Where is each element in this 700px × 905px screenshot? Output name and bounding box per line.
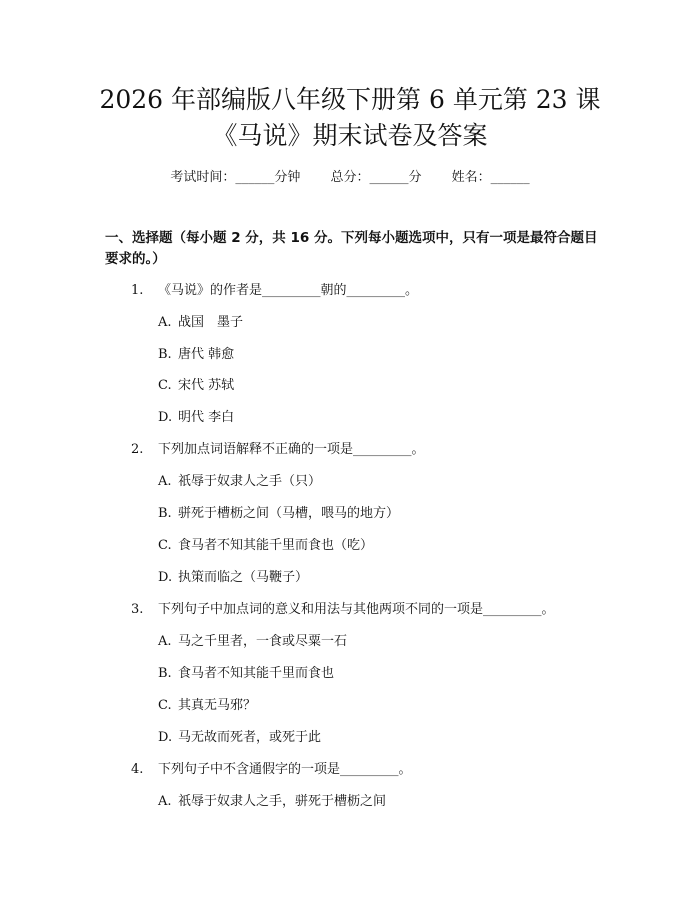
option-letter: C. bbox=[158, 538, 172, 553]
option-letter: D. bbox=[158, 410, 173, 425]
question-3 bbox=[131, 601, 555, 619]
option-text: 食马者不知其能千里而食也（吃） bbox=[178, 538, 374, 553]
option-letter: D. bbox=[158, 730, 173, 745]
option-text: 马无故而死者，或死于此 bbox=[178, 730, 322, 745]
question-3-option-a bbox=[158, 633, 347, 651]
question-number: 1. bbox=[131, 283, 144, 298]
exam-meta bbox=[40, 169, 660, 187]
option-letter: C. bbox=[158, 378, 172, 393]
option-letter: B. bbox=[158, 666, 172, 681]
option-text: 执策而临之（马鞭子） bbox=[178, 570, 309, 585]
option-letter: D. bbox=[158, 570, 173, 585]
question-2-option-b bbox=[158, 505, 399, 523]
exam-title-line-2: 《马说》期末试卷及答案 bbox=[212, 121, 488, 150]
option-text: 战国 墨子 bbox=[178, 315, 244, 330]
question-1-option-b bbox=[158, 346, 234, 364]
question-number: 2. bbox=[131, 442, 144, 457]
question-number: 3. bbox=[131, 602, 144, 617]
option-text: 马之千里者，一食或尽粟一石 bbox=[178, 634, 348, 649]
question-text: 《马说》的作者是_________朝的_________。 bbox=[158, 283, 419, 298]
student-name-field: 姓名：______ bbox=[451, 170, 530, 185]
question-2 bbox=[131, 441, 425, 459]
option-letter: C. bbox=[158, 698, 172, 713]
question-text: 下列加点词语解释不正确的一项是_________。 bbox=[158, 442, 425, 457]
question-1-option-c bbox=[158, 377, 234, 395]
question-4 bbox=[131, 761, 412, 779]
question-text: 下列句子中加点词的意义和用法与其他两项不同的一项是_________。 bbox=[158, 602, 555, 617]
question-3-option-d bbox=[158, 729, 321, 747]
option-text: 骈死于槽枥之间（马槽，喂马的地方） bbox=[178, 506, 400, 521]
question-1-option-a bbox=[158, 314, 243, 332]
question-2-option-c bbox=[158, 537, 373, 555]
question-2-option-d bbox=[158, 569, 308, 587]
option-letter: A. bbox=[158, 794, 172, 809]
option-text: 唐代 韩愈 bbox=[178, 347, 235, 362]
exam-time-field: 考试时间：______分钟 bbox=[170, 170, 301, 185]
question-3-option-c bbox=[158, 697, 256, 715]
option-letter: A. bbox=[158, 474, 172, 489]
question-number: 4. bbox=[131, 762, 144, 777]
option-text: 明代 李白 bbox=[178, 410, 235, 425]
option-text: 宋代 苏轼 bbox=[178, 378, 235, 393]
option-text: 祇辱于奴隶人之手（只） bbox=[178, 474, 322, 489]
total-score-field: 总分：______分 bbox=[330, 170, 422, 185]
question-2-option-a bbox=[158, 473, 321, 491]
question-text: 下列句子中不含通假字的一项是_________。 bbox=[158, 762, 412, 777]
exam-title-line-1: 2026 年部编版八年级下册第 6 单元第 23 课 bbox=[99, 85, 601, 114]
option-text: 食马者不知其能千里而食也 bbox=[178, 666, 335, 681]
question-4-option-a bbox=[158, 793, 386, 811]
option-text: 其真无马邪？ bbox=[178, 698, 257, 713]
question-1-option-d bbox=[158, 409, 234, 427]
option-letter: B. bbox=[158, 347, 172, 362]
option-text: 祇辱于奴隶人之手，骈死于槽枥之间 bbox=[178, 794, 387, 809]
section-heading-line-2: 要求的。） bbox=[105, 251, 166, 267]
option-letter: B. bbox=[158, 506, 172, 521]
question-1 bbox=[131, 282, 418, 300]
section-heading-line-1: 一、选择题（每小题 2 分，共 16 分。下列每小题选项中，只有一项是最符合题目 bbox=[105, 230, 598, 246]
question-3-option-b bbox=[158, 665, 334, 683]
option-letter: A. bbox=[158, 634, 172, 649]
option-letter: A. bbox=[158, 315, 172, 330]
